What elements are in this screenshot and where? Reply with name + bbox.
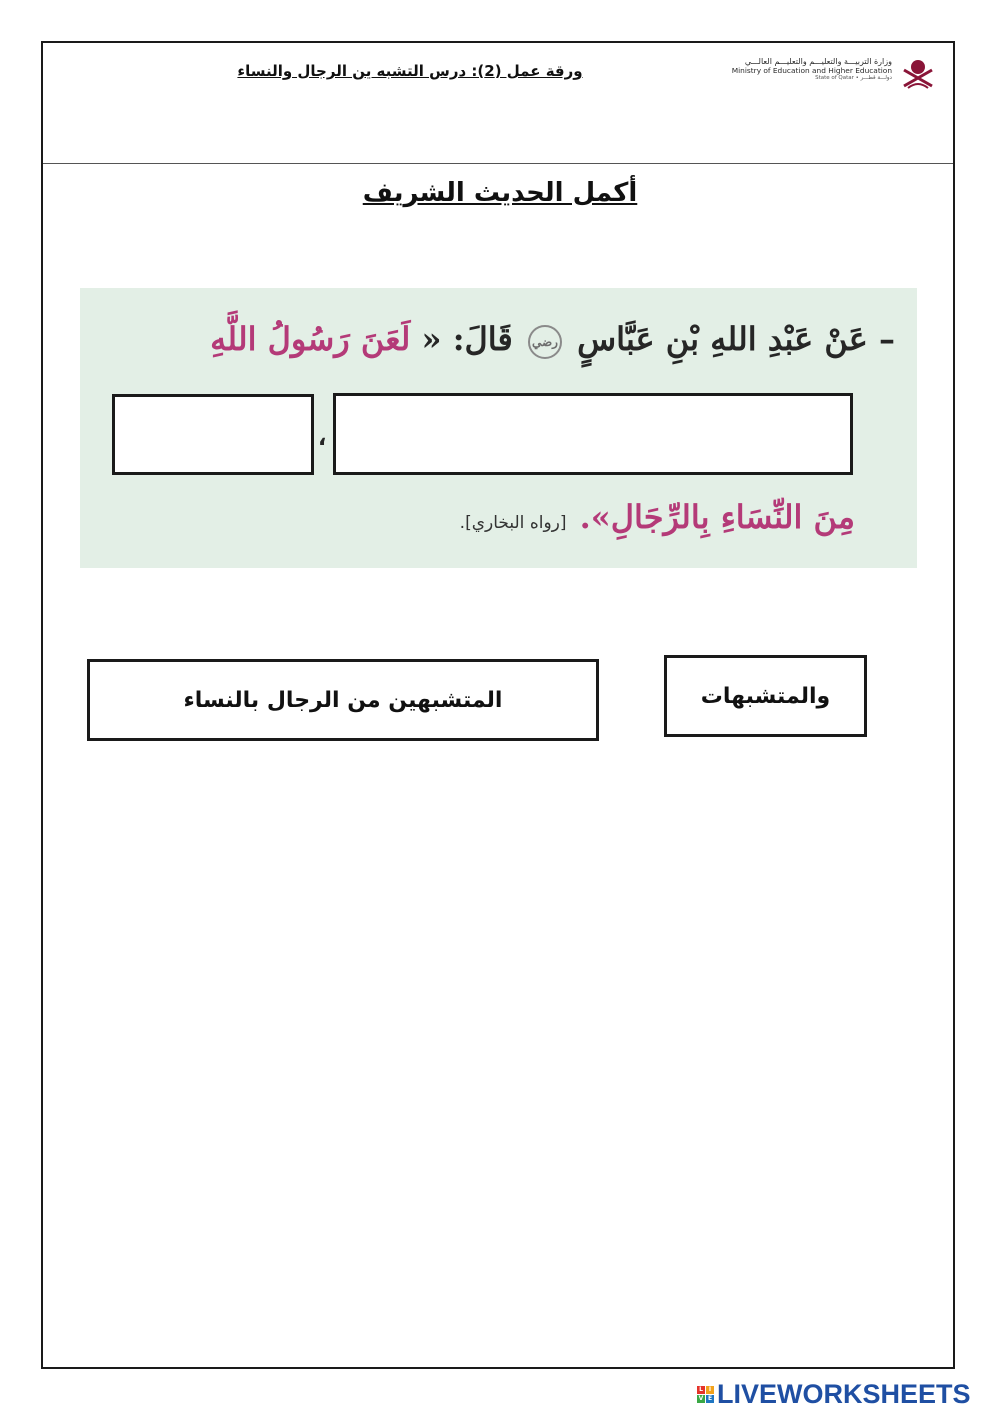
liveworksheets-brand: LIVEWORKSHEETS <box>717 1378 971 1409</box>
hadith-comma: ، <box>318 426 327 451</box>
liveworksheets-logo-icon: L I V E <box>698 1385 713 1402</box>
qatar-emblem-icon <box>898 56 938 92</box>
instruction-title: أكمل الحديث الشريف <box>362 178 638 208</box>
worksheet-title: ورقة عمل (2): درس التشبه ين الرجال والنساء <box>237 62 583 80</box>
drop-zone-first[interactable] <box>333 393 853 475</box>
liveworksheets-footer <box>697 1378 971 1410</box>
logo-arabic-text: وزارة التربيـــة والتعليـــم والتعليـــم العالـــي <box>744 57 892 66</box>
hadith-said: قَالَ: « <box>421 320 513 358</box>
honorific-seal-icon: رضي <box>528 325 562 359</box>
logo-state-text: State of Qatar • دولـــة قطـــر <box>815 74 892 81</box>
header-divider <box>43 163 953 164</box>
drop-zone-second[interactable] <box>112 394 314 475</box>
hadith-line-3 <box>460 498 855 536</box>
answer-option-second[interactable]: المتشبهين من الرجال بالنساء <box>87 659 599 741</box>
answer-option-first[interactable]: والمتشبهات <box>664 655 867 737</box>
ministry-logo <box>731 56 938 92</box>
hadith-source: [رواه البخاري]. <box>459 513 567 533</box>
logo-english-text: Ministry of Education and Higher Education <box>731 65 892 75</box>
hadith-quote-start: لَعَنَ رَسُولُ اللَّهِ <box>210 320 411 358</box>
hadith-line-1 <box>210 320 895 359</box>
hadith-panel <box>80 288 917 568</box>
hadith-quote-end: مِنَ النِّسَاءِ بِالرِّجَالِ». <box>579 498 855 536</box>
hadith-narrator-chain: – عَنْ عَبْدِ اللهِ بْنِ عَبَّاسٍ <box>577 320 895 358</box>
